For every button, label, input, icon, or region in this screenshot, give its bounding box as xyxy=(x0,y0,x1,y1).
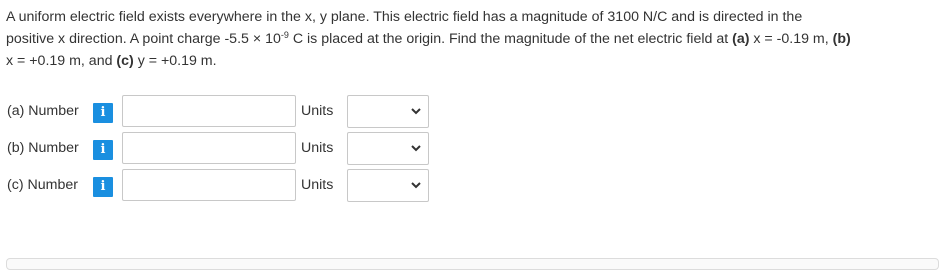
answer-row-b xyxy=(7,132,437,166)
answer-label-b: (b) Number xyxy=(7,140,79,156)
number-input-b[interactable] xyxy=(122,132,296,164)
units-label-c: Units xyxy=(301,177,334,193)
answer-label-a: (a) Number xyxy=(7,103,79,119)
units-select-b[interactable] xyxy=(347,132,429,165)
problem-line-3-start: x = +0.19 m, and xyxy=(6,53,117,69)
part-a-marker: (a) xyxy=(732,31,750,47)
units-label-a: Units xyxy=(301,103,334,119)
units-select-c[interactable] xyxy=(347,169,429,202)
problem-line-2-start: positive x direction. A point charge -5.5 × 10 xyxy=(6,31,281,47)
part-c-text: y = +0.19 m. xyxy=(133,53,217,69)
info-icon[interactable]: i xyxy=(93,103,113,123)
problem-line-1: A uniform electric field exists everywhere in the x, y plane. This electric field has a magnitude of 3100 N/C and is directed in the xyxy=(6,9,803,25)
answer-row-a xyxy=(7,95,437,129)
part-c-marker: (c) xyxy=(116,53,134,69)
next-section-panel xyxy=(6,258,939,270)
problem-statement xyxy=(6,6,931,72)
chevron-down-icon xyxy=(411,107,421,115)
number-input-c[interactable] xyxy=(122,169,296,201)
answer-label-c: (c) Number xyxy=(7,177,78,193)
answer-row-c xyxy=(7,169,437,203)
part-b-marker: (b) xyxy=(832,31,851,47)
charge-exponent: -9 xyxy=(280,30,289,40)
info-icon[interactable]: i xyxy=(93,177,113,197)
units-select-a[interactable] xyxy=(347,95,429,128)
number-input-a[interactable] xyxy=(122,95,296,127)
problem-line-2-mid: C is placed at the origin. Find the magnitude of the net electric field at xyxy=(288,31,733,47)
chevron-down-icon xyxy=(411,144,421,152)
chevron-down-icon xyxy=(411,181,421,189)
units-label-b: Units xyxy=(301,140,334,156)
info-icon[interactable]: i xyxy=(93,140,113,160)
part-a-text: x = -0.19 m, xyxy=(749,31,833,47)
